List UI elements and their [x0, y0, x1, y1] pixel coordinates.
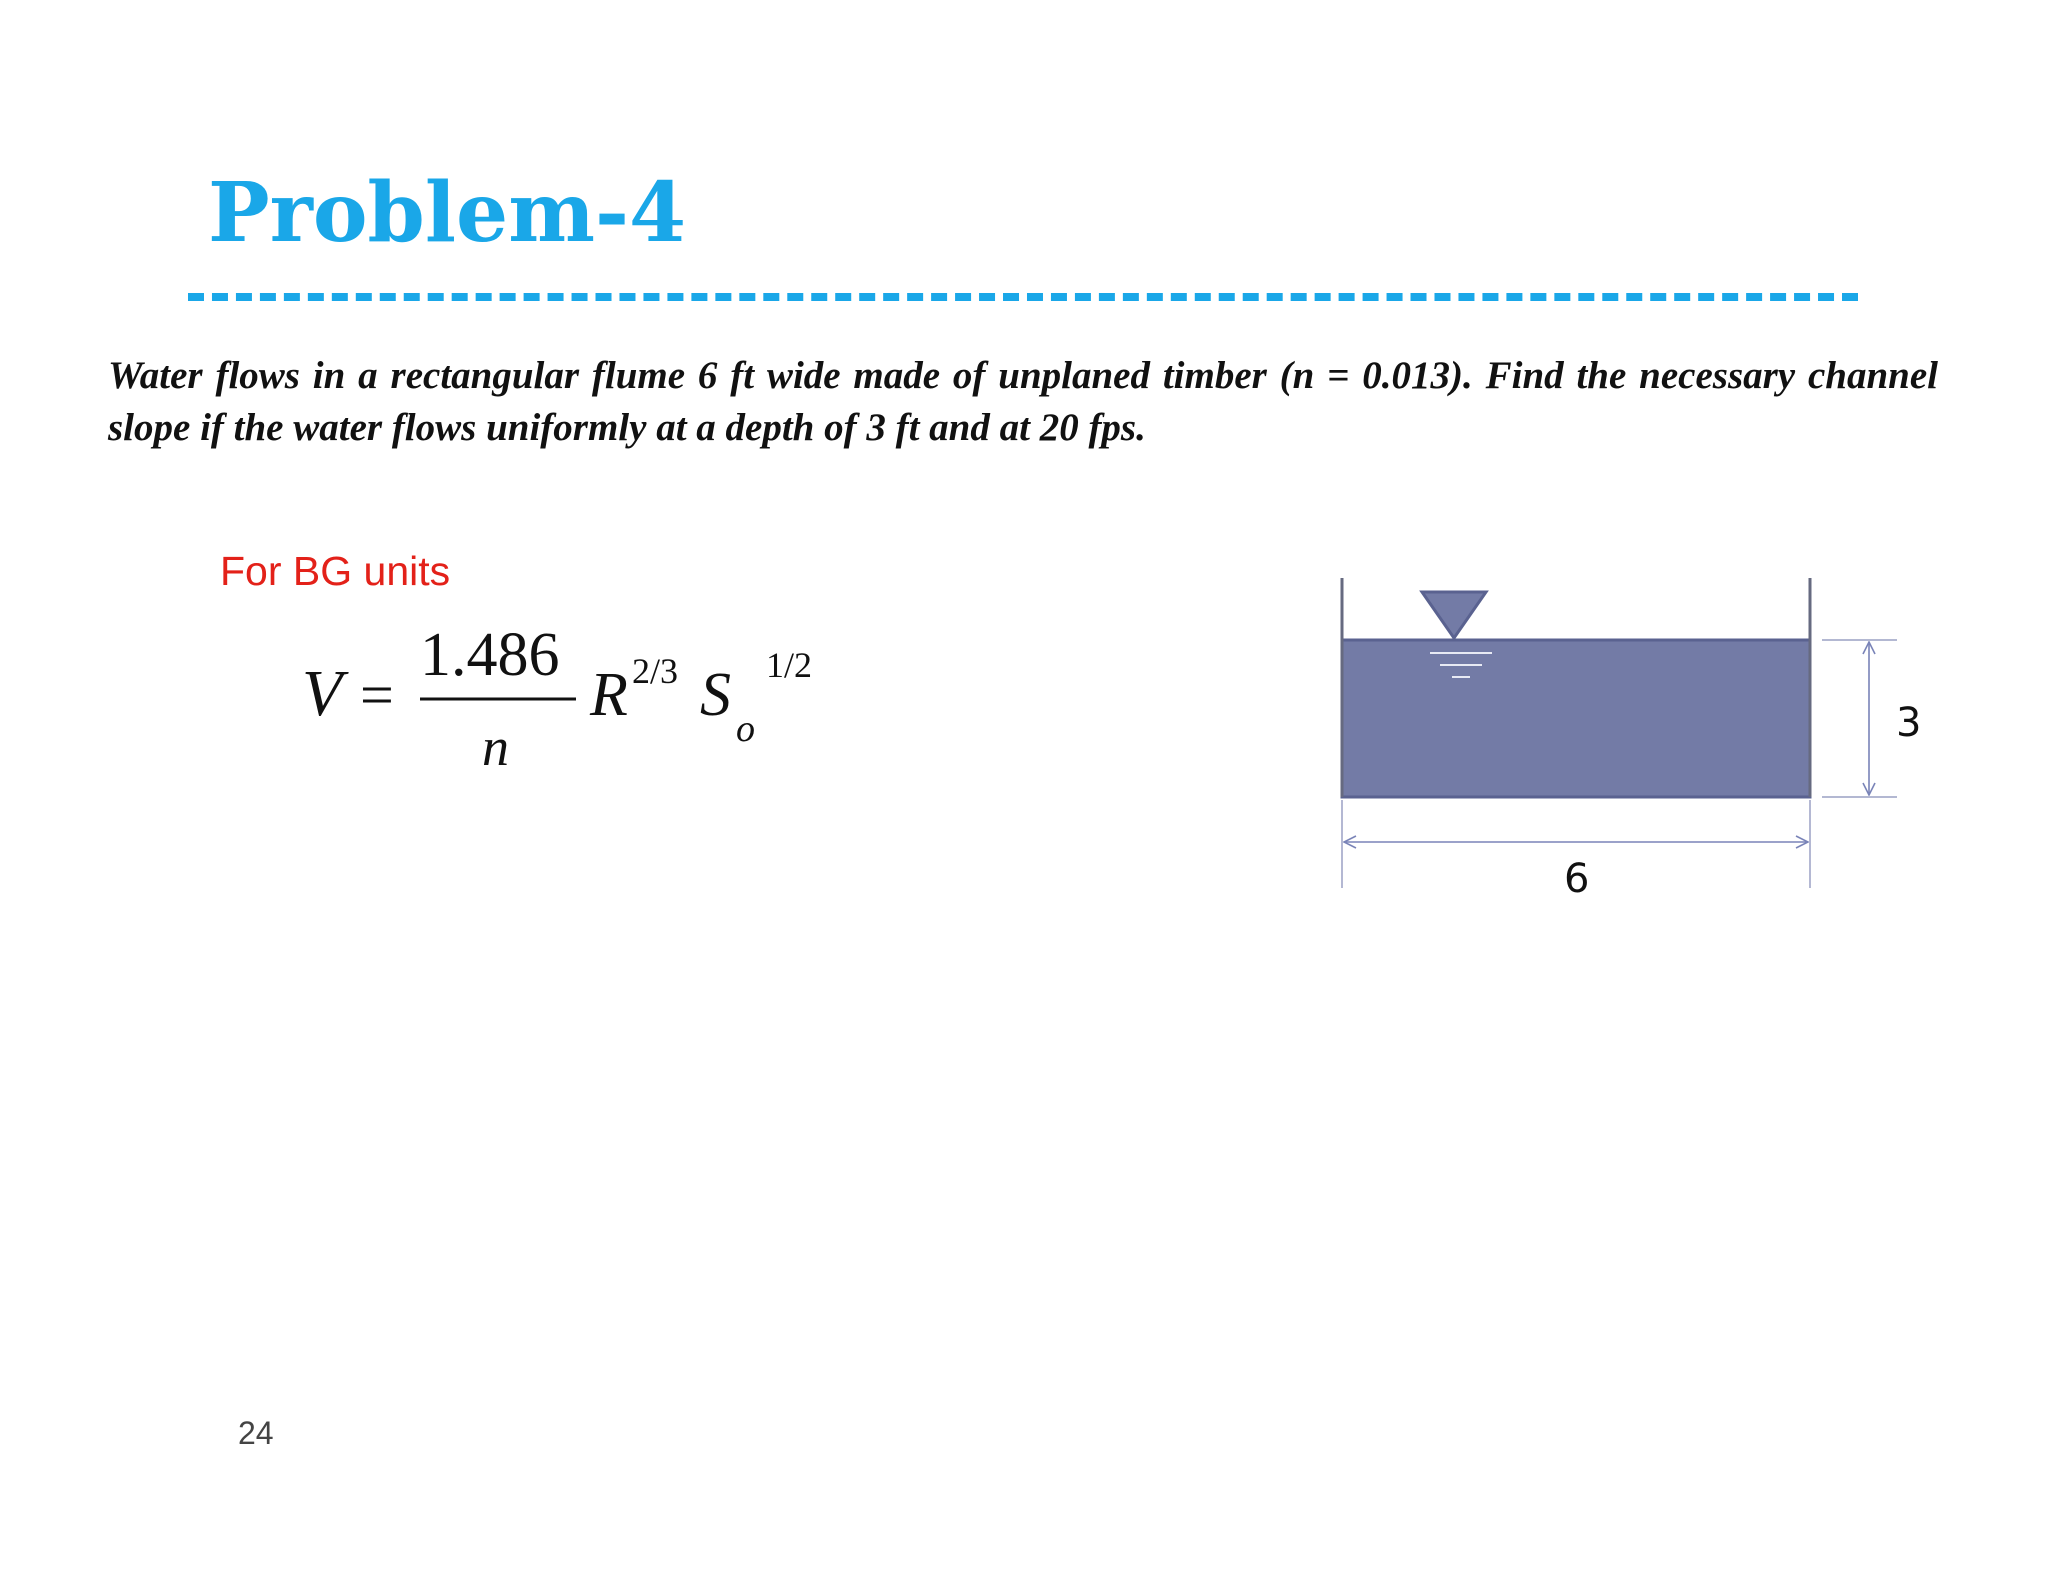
water-body — [1342, 640, 1810, 797]
slide-title: Problem-4 — [208, 165, 687, 261]
formula-radius-exponent: 2/3 — [632, 651, 679, 691]
depth-label: 3 — [1896, 700, 1922, 746]
formula-slope-exponent: 1/2 — [766, 645, 813, 685]
formula-radius: R — [590, 661, 628, 729]
formula-equals: = — [360, 662, 394, 728]
formula-slope: S — [700, 661, 731, 729]
page-number: 24 — [238, 1415, 274, 1451]
channel-cross-section-diagram — [1330, 560, 1950, 910]
formula-slope-subscript: o — [736, 708, 755, 750]
problem-statement: Water flows in a rectangular flume 6 ft wide made of unplaned timber (n = 0.013). Find the necessary channel slope if the water flows uniformly at a depth of 3 ft and at 20 fps. — [108, 354, 1938, 449]
formula-numerator: 1.486 — [420, 621, 560, 689]
formula-lhs: V — [302, 657, 343, 730]
title-divider — [188, 293, 1858, 301]
units-label: For BG units — [220, 548, 451, 594]
width-label: 6 — [1564, 856, 1590, 902]
formula-denominator: n — [482, 717, 509, 777]
manning-formula — [290, 615, 850, 795]
